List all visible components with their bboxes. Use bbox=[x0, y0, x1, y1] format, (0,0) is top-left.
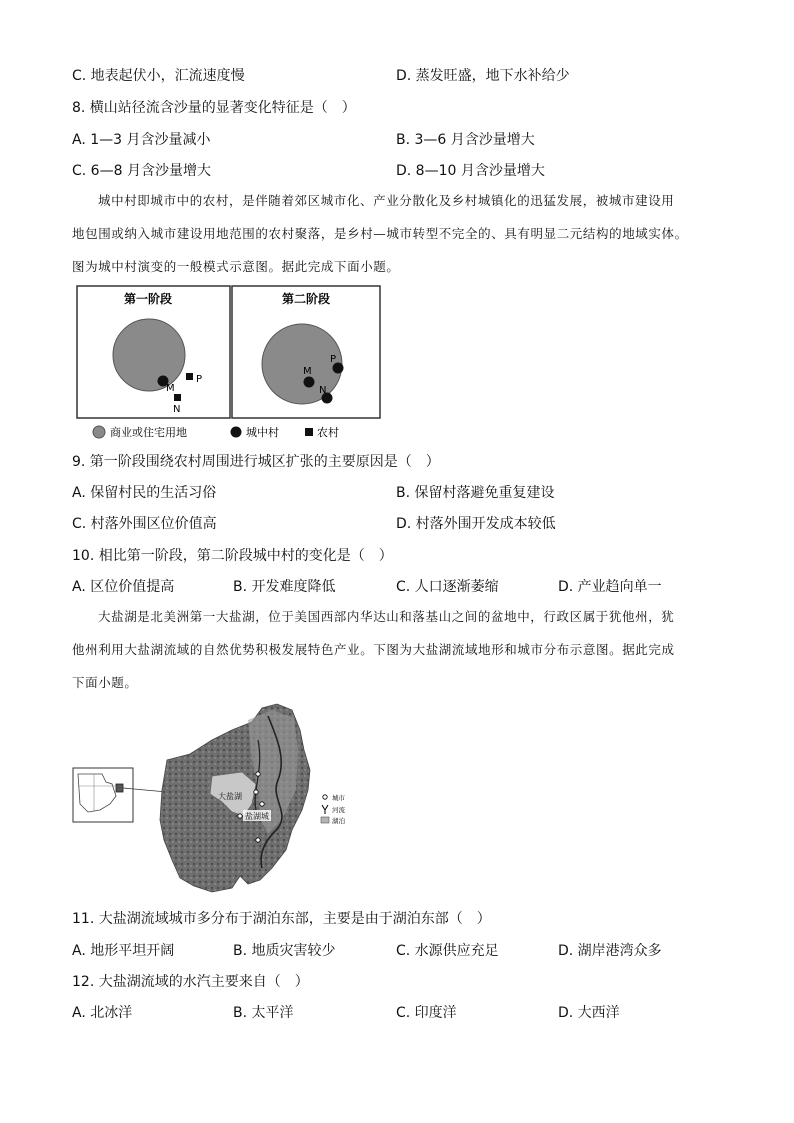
stage1-residential-land bbox=[113, 319, 185, 391]
stage1-point-n: N bbox=[173, 404, 181, 415]
q8-option-d: D. 8—10 月含沙量增大 bbox=[396, 163, 545, 179]
passage2-line1: 大盐湖是北美洲第一大盐湖，位于美国西部内华达山和落基山之间的盆地中，行政区属于犹他州，犹 bbox=[98, 609, 675, 624]
salt-lake-city-marker bbox=[238, 814, 242, 818]
stage1-village-p bbox=[186, 373, 193, 380]
urban-village-diagram bbox=[76, 285, 382, 445]
city-label: 盐湖城 bbox=[245, 812, 269, 821]
q10-stem: 10. 相比第一阶段，第二阶段城中村的变化是（ ） bbox=[72, 548, 393, 564]
q9-option-c: C. 村落外围区位价值高 bbox=[72, 516, 217, 532]
legend-urban-village-label: 城中村 bbox=[246, 426, 279, 439]
q8-stem: 8. 横山站径流含沙量的显著变化特征是（ ） bbox=[72, 100, 356, 116]
q12-option-a: A. 北冰洋 bbox=[72, 1005, 133, 1021]
q9-stem: 9. 第一阶段围绕农村周围进行城区扩张的主要原因是（ ） bbox=[72, 454, 440, 470]
passage-great-salt-lake bbox=[72, 600, 732, 699]
great-salt-lake-map bbox=[72, 700, 372, 895]
legend-city-swatch bbox=[323, 795, 327, 799]
q12-option-c: C. 印度洋 bbox=[396, 1005, 457, 1021]
stage1-point-p: P bbox=[196, 374, 203, 385]
legend-residential-swatch bbox=[93, 426, 105, 438]
city-marker bbox=[256, 772, 260, 776]
q12-option-d: D. 大西洋 bbox=[558, 1005, 620, 1021]
stage1-title: 第一阶段 bbox=[124, 292, 173, 306]
inset-basin-marker bbox=[116, 784, 123, 792]
q7-option-c: C. 地表起伏小，汇流速度慢 bbox=[72, 68, 245, 84]
great-salt-lake-figure bbox=[72, 700, 372, 895]
stage2-point-p: P bbox=[330, 354, 337, 365]
passage2-line2: 他州利用大盐湖流域的自然优势积极发展特色产业。下图为大盐湖流域地形和城市分布示意图。据此完成 bbox=[72, 642, 675, 657]
q10-option-d: D. 产业趋向单一 bbox=[558, 579, 662, 595]
q11-stem: 11. 大盐湖流域城市多分布于湖泊东部，主要是由于湖泊东部（ ） bbox=[72, 911, 491, 927]
city-marker bbox=[256, 838, 260, 842]
legend-river-label: 河流 bbox=[332, 806, 345, 814]
legend-village-swatch bbox=[305, 428, 313, 436]
q11-option-c: C. 水源供应充足 bbox=[396, 943, 499, 959]
stage2-urban-village-m bbox=[304, 377, 315, 388]
urban-village-figure bbox=[76, 285, 382, 445]
q9-option-b: B. 保留村落避免重复建设 bbox=[396, 485, 555, 501]
q11-option-b: B. 地质灾害较少 bbox=[233, 943, 336, 959]
passage1-line3: 图为城中村演变的一般模式示意图。据此完成下面小题。 bbox=[72, 259, 400, 274]
legend-lake-swatch bbox=[321, 817, 329, 823]
legend-city-label: 城市 bbox=[332, 794, 345, 802]
stage1-village-n bbox=[174, 394, 181, 401]
stage2-point-m: M bbox=[303, 366, 312, 377]
legend-residential-label: 商业或住宅用地 bbox=[110, 426, 187, 439]
q10-option-a: A. 区位价值提高 bbox=[72, 579, 175, 595]
q10-option-c: C. 人口逐渐萎缩 bbox=[396, 579, 499, 595]
legend-village-label: 农村 bbox=[317, 426, 339, 439]
stage2-title: 第二阶段 bbox=[282, 292, 331, 306]
city-marker bbox=[254, 790, 258, 794]
q10-option-b: B. 开发难度降低 bbox=[233, 579, 336, 595]
city-marker bbox=[260, 802, 264, 806]
passage2-line3: 下面小题。 bbox=[72, 675, 138, 690]
q12-option-b: B. 太平洋 bbox=[233, 1005, 294, 1021]
legend-lake-label: 湖泊 bbox=[332, 817, 345, 825]
q8-option-c: C. 6—8 月含沙量增大 bbox=[72, 163, 211, 179]
lake-label: 大盐湖 bbox=[218, 792, 242, 801]
q9-option-a: A. 保留村民的生活习俗 bbox=[72, 485, 217, 501]
q11-option-a: A. 地形平坦开阔 bbox=[72, 943, 175, 959]
passage1-line2: 地包围或纳入城市建设用地范围的农村聚落，是乡村—城市转型不完全的、具有明显二元结构的地域实体。 bbox=[72, 226, 688, 241]
q11-option-d: D. 湖岸港湾众多 bbox=[558, 943, 662, 959]
q12-stem: 12. 大盐湖流域的水汽主要来自（ ） bbox=[72, 974, 309, 990]
stage2-point-n: N bbox=[319, 385, 327, 396]
legend-river-swatch bbox=[322, 805, 328, 814]
passage1-line1: 城中村即城市中的农村，是伴随着郊区城市化、产业分散化及乡村城镇化的迅猛发展，被城市建设用 bbox=[98, 193, 675, 208]
q8-option-a: A. 1—3 月含沙量减小 bbox=[72, 132, 211, 148]
q7-option-d: D. 蒸发旺盛，地下水补给少 bbox=[396, 68, 570, 84]
legend-urban-village-swatch bbox=[231, 427, 242, 438]
q9-option-d: D. 村落外围开发成本较低 bbox=[396, 516, 556, 532]
q8-option-b: B. 3—6 月含沙量增大 bbox=[396, 132, 535, 148]
stage1-point-m: M bbox=[166, 383, 175, 394]
passage-urban-village bbox=[72, 184, 732, 283]
